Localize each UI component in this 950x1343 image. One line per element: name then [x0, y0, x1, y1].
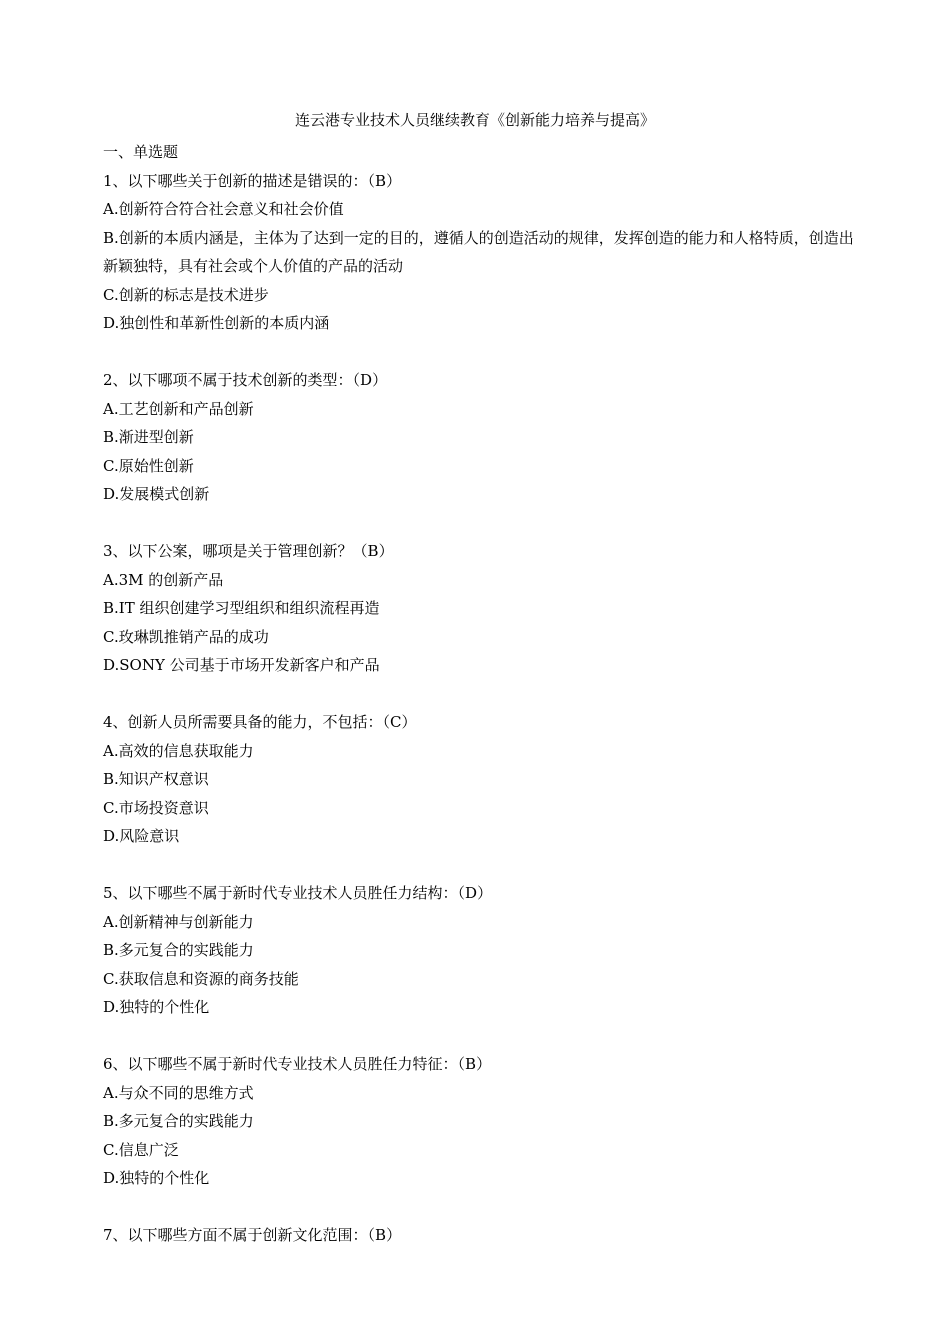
document-body — [103, 138, 863, 1250]
question-option: B.IT 组织创建学习型组织和组织流程再造 — [103, 599, 380, 617]
question-option: D.独创性和革新性创新的本质内涵 — [103, 314, 330, 332]
blank-line — [103, 509, 863, 538]
question-stem: 6、以下哪些不属于新时代专业技术人员胜任力特征：（B） — [103, 1055, 492, 1073]
question-stem: 3、以下公案，哪项是关于管理创新？（B） — [103, 542, 394, 560]
question-option: C.玫琳凯推销产品的成功 — [103, 627, 269, 646]
question-option: C.获取信息和资源的商务技能 — [103, 969, 299, 988]
question-option: A.创新符合符合社会意义和社会价值 — [103, 200, 344, 218]
question-option: B.创新的本质内涵是，主体为了达到一定的目的，遵循人的创造活动的规律，发挥创造的能力和人格特质，创造出新颖独特，具有社会或个人价值的产品的活动 — [103, 228, 854, 275]
question-option: A.3M 的创新产品 — [103, 570, 224, 589]
question-stem: 2、以下哪项不属于技术创新的类型：（D） — [103, 371, 388, 389]
question-option: A.与众不同的思维方式 — [103, 1083, 254, 1102]
blank-line — [103, 338, 863, 367]
question-option: D.SONY 公司基于市场开发新客户和产品 — [103, 656, 380, 674]
question-stem: 7、以下哪些方面不属于创新文化范围：（B） — [103, 1226, 402, 1244]
blank-line — [103, 680, 863, 709]
question-option: B.渐进型创新 — [103, 428, 194, 446]
question-stem: 1、以下哪些关于创新的描述是错误的：（B） — [103, 171, 402, 190]
question-option: C.信息广泛 — [103, 1140, 179, 1159]
question-option: C.原始性创新 — [103, 456, 194, 475]
question-option: B.多元复合的实践能力 — [103, 1112, 254, 1130]
section-heading: 一、单选题 — [103, 143, 179, 161]
blank-line — [103, 851, 863, 880]
question-option: D.独特的个性化 — [103, 1169, 210, 1187]
blank-line — [103, 1022, 863, 1051]
document-title: 连云港专业技术人员继续教育《创新能力培养与提高》 — [294, 111, 655, 129]
question-option: D.独特的个性化 — [103, 998, 210, 1016]
question-option: B.知识产权意识 — [103, 770, 209, 788]
question-stem: 5、以下哪些不属于新时代专业技术人员胜任力结构：（D） — [103, 884, 493, 902]
question-option: A.创新精神与创新能力 — [103, 912, 254, 931]
question-option: B.多元复合的实践能力 — [103, 941, 254, 959]
question-option: D.发展模式创新 — [103, 485, 210, 503]
question-option: A.工艺创新和产品创新 — [103, 399, 254, 418]
question-option: A.高效的信息获取能力 — [103, 741, 254, 760]
blank-line — [103, 1193, 863, 1222]
question-option: D.风险意识 — [103, 827, 180, 845]
question-option: C.创新的标志是技术进步 — [103, 285, 269, 304]
question-option: C.市场投资意识 — [103, 798, 209, 817]
question-stem: 4、创新人员所需要具备的能力，不包括：（C） — [103, 713, 417, 731]
